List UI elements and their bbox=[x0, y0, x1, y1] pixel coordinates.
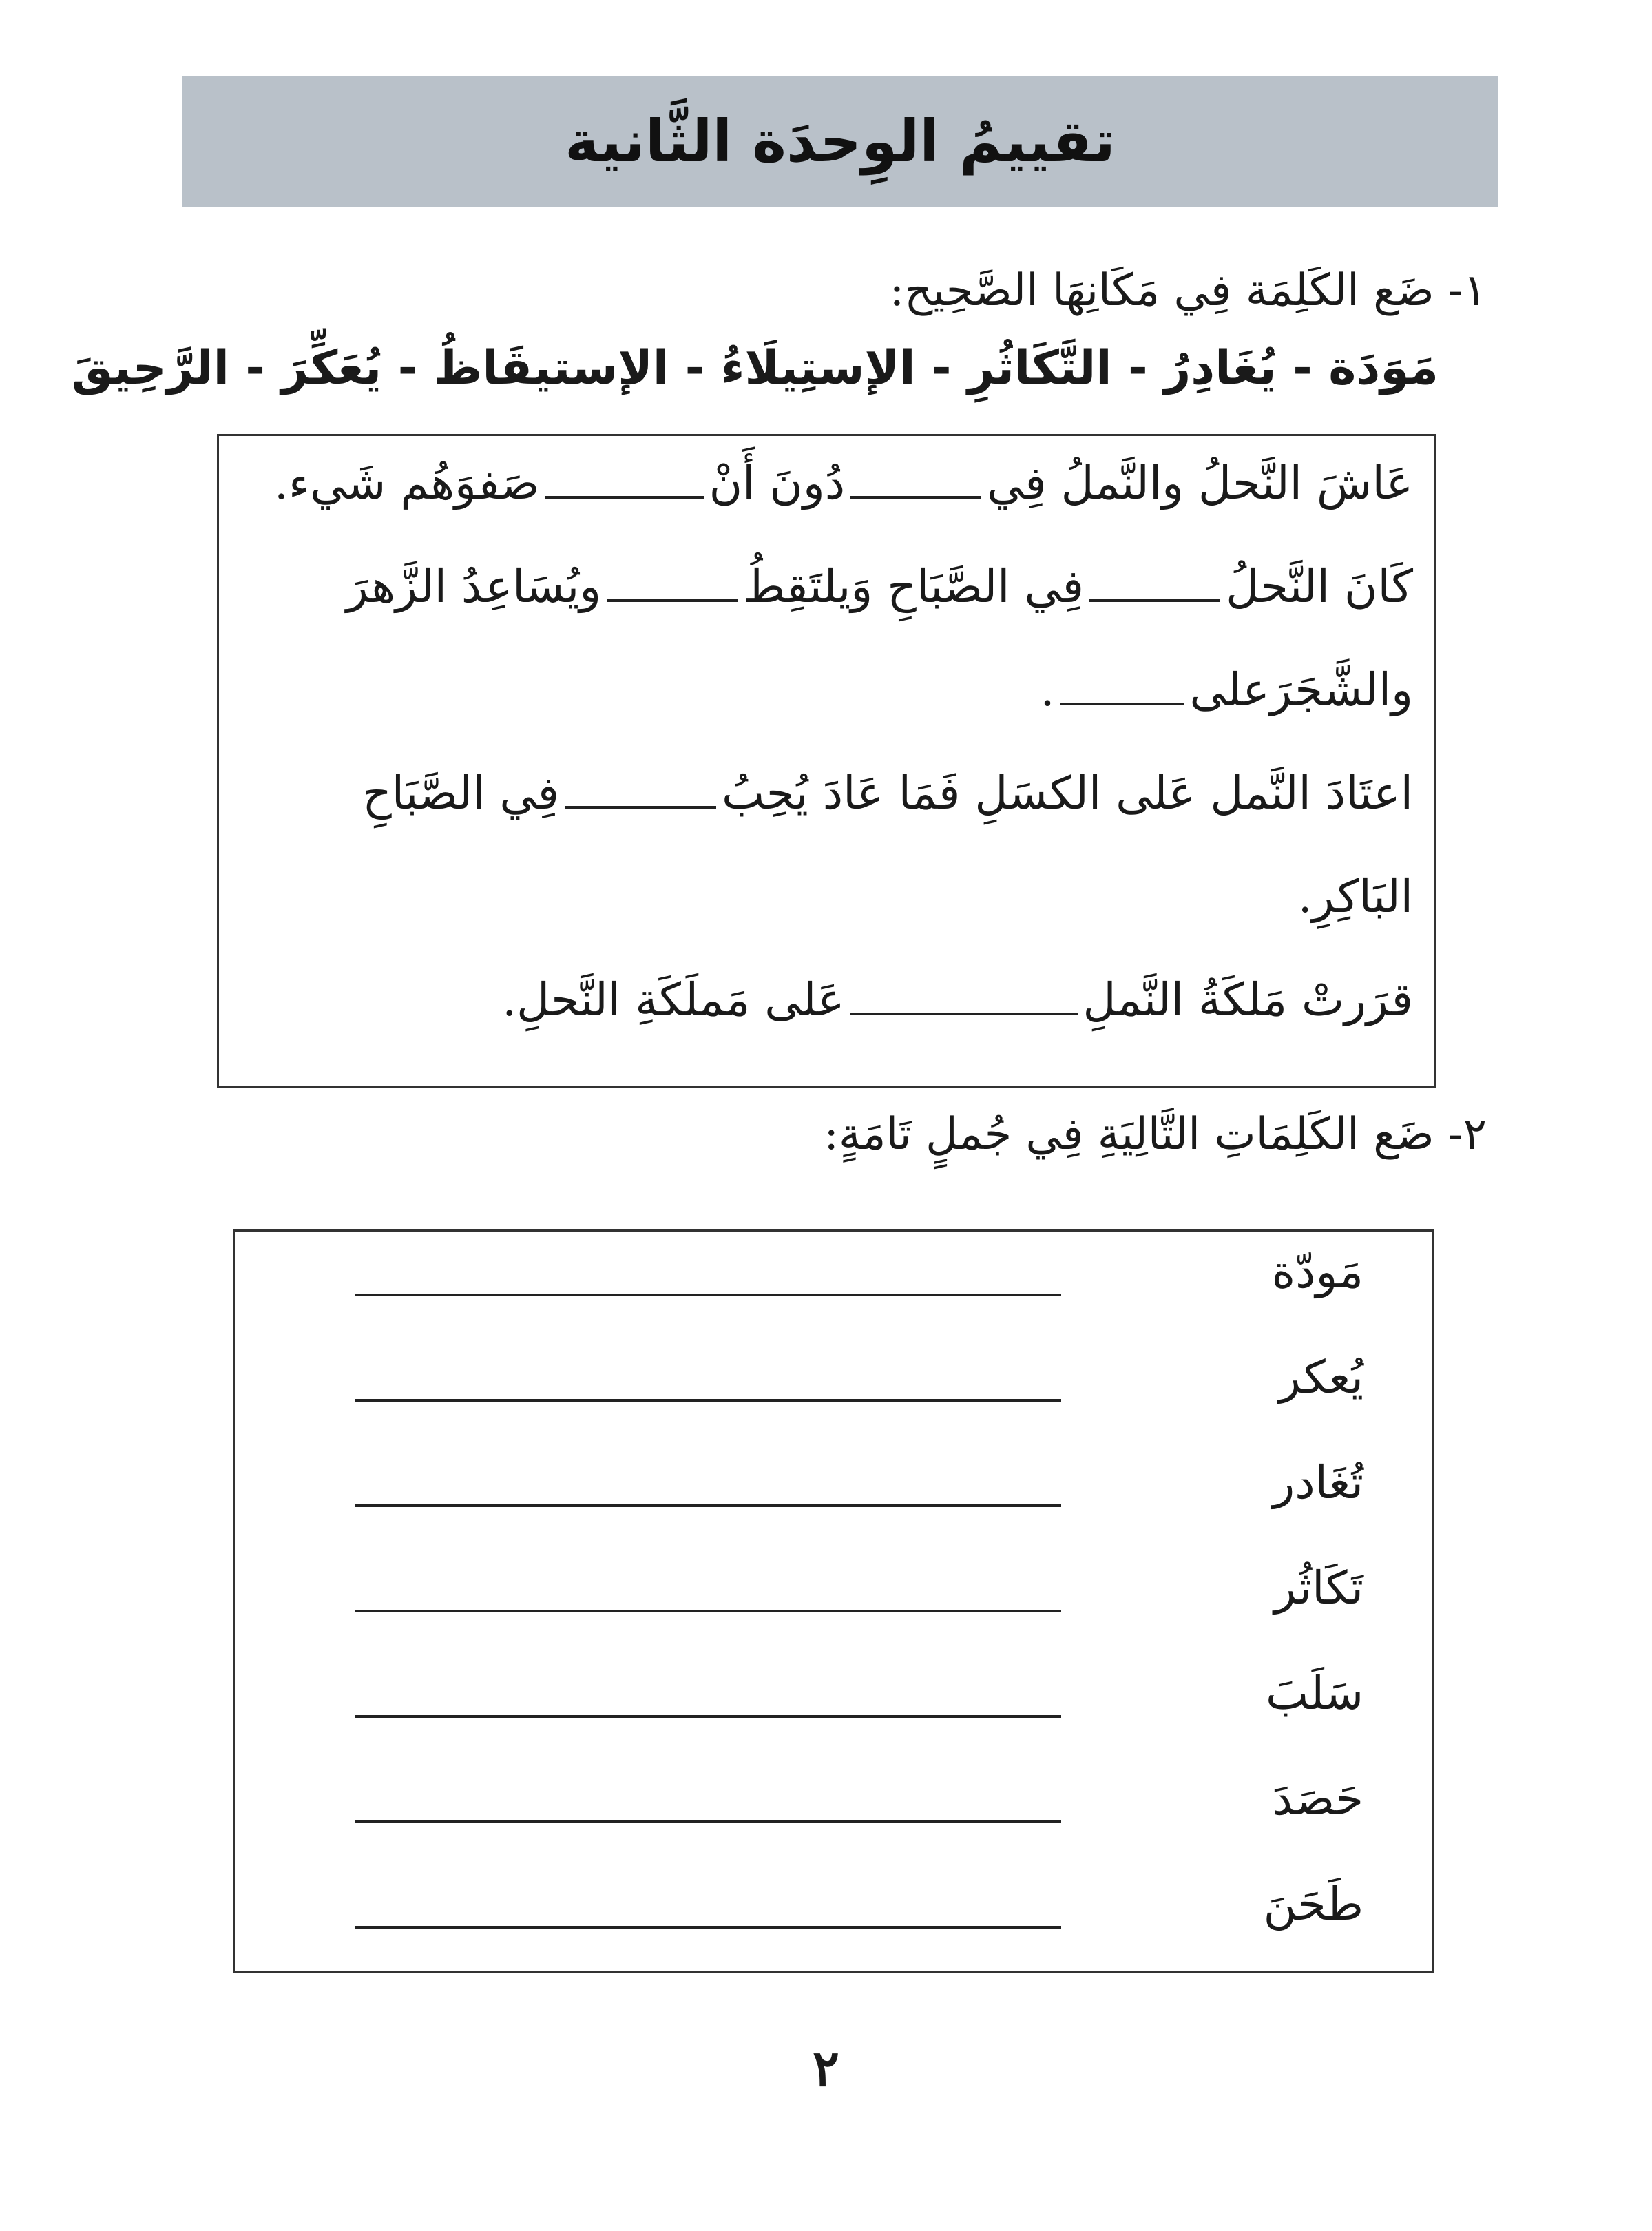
sentence-2-part-1: كَانَ النَّحلُ bbox=[1226, 560, 1413, 613]
sentence-3-part-1: والشَّجَرَعلى bbox=[1189, 663, 1413, 716]
answer-blank[interactable] bbox=[565, 799, 716, 809]
writing-line[interactable] bbox=[355, 1926, 1061, 1929]
word-row bbox=[235, 1561, 1432, 1644]
vocab-word: مَودّة bbox=[1271, 1245, 1363, 1298]
sentence-6 bbox=[502, 973, 1413, 1026]
sentence-5 bbox=[1298, 870, 1413, 923]
word-row bbox=[235, 1878, 1432, 1960]
sentence-4-part-1: اعتَادَ النَّمل عَلى الكسَلِ فَمَا عَادَ يُحِبُ bbox=[722, 767, 1413, 820]
fill-in-box bbox=[217, 434, 1436, 1088]
page-title: تقييمُ الوِحدَة الثَّانية bbox=[565, 107, 1116, 175]
word-row bbox=[235, 1667, 1432, 1750]
sentence-3 bbox=[1041, 663, 1413, 716]
word-bank: مَوَدَة - يُغَادِرُ - التَّكَاثُرِ - الإستِيلَاءُ - الإستيقَاظُ - يُعَكِّرَ - الرَّحِيقَ bbox=[71, 341, 1439, 395]
vocab-word: طَحَنَ bbox=[1263, 1878, 1363, 1931]
sentence-2-part-3: ويُسَاعِدُ الزَّهرَ bbox=[346, 560, 602, 613]
sentence-4 bbox=[362, 767, 1413, 820]
sentence-2 bbox=[346, 560, 1413, 613]
sentence-1-part-1: عَاشَ النَّحلُ والنَّملُ فِي bbox=[987, 457, 1413, 510]
writing-line[interactable] bbox=[355, 1504, 1061, 1507]
question-1-heading: ١- ضَع الكَلِمَة فِي مَكَانِهَا الصَّحِيح: bbox=[889, 265, 1487, 316]
sentence-2-part-2: فِي الصَّبَاحِ وَيلتَقِطُ bbox=[743, 560, 1085, 613]
answer-blank[interactable] bbox=[607, 592, 738, 602]
page-number: ٢ bbox=[813, 2039, 839, 2097]
vocab-word: سَلَبَ bbox=[1266, 1667, 1363, 1720]
answer-blank[interactable] bbox=[1060, 696, 1184, 705]
vocab-word: يُعكر bbox=[1278, 1351, 1363, 1404]
writing-line[interactable] bbox=[355, 1294, 1061, 1296]
sentence-1-part-3: صَفوَهُم شَيء. bbox=[274, 457, 540, 510]
vocab-word: تُغَادر bbox=[1273, 1456, 1363, 1509]
sentence-5-part-1: البَاكِرِ. bbox=[1297, 870, 1413, 923]
writing-line[interactable] bbox=[355, 1715, 1061, 1718]
sentence-6-part-2: عَلى مَملَكَةِ النَّحلِ. bbox=[502, 973, 845, 1026]
title-banner bbox=[182, 76, 1498, 207]
sentence-4-part-2: فِي الصَّبَاحِ bbox=[362, 767, 559, 820]
vocab-word: حَصَدَ bbox=[1272, 1772, 1363, 1825]
sentence-3-part-2: . bbox=[1040, 663, 1055, 716]
sentence-6-part-1: قرَرتْ مَلكَةُ النَّملِ bbox=[1083, 973, 1413, 1026]
sentence-1-part-2: دُونَ أَنْ bbox=[709, 457, 846, 510]
word-row bbox=[235, 1245, 1432, 1328]
answer-blank[interactable] bbox=[850, 489, 981, 499]
question-2-heading: ٢- ضَع الكَلِمَاتِ التَّالِيَةِ فِي جُملٍ تَامَةٍ: bbox=[824, 1109, 1487, 1160]
answer-blank[interactable] bbox=[1089, 592, 1220, 602]
vocab-word: تَكَاثُر bbox=[1274, 1561, 1363, 1615]
answer-blank[interactable] bbox=[545, 489, 704, 499]
word-row bbox=[235, 1772, 1432, 1855]
sentence-1 bbox=[274, 457, 1413, 510]
writing-line[interactable] bbox=[355, 1610, 1061, 1612]
answer-blank[interactable] bbox=[850, 1006, 1078, 1015]
word-row bbox=[235, 1351, 1432, 1433]
writing-line[interactable] bbox=[355, 1399, 1061, 1402]
writing-line[interactable] bbox=[355, 1820, 1061, 1823]
sentence-writing-box bbox=[233, 1229, 1434, 1973]
word-row bbox=[235, 1456, 1432, 1539]
